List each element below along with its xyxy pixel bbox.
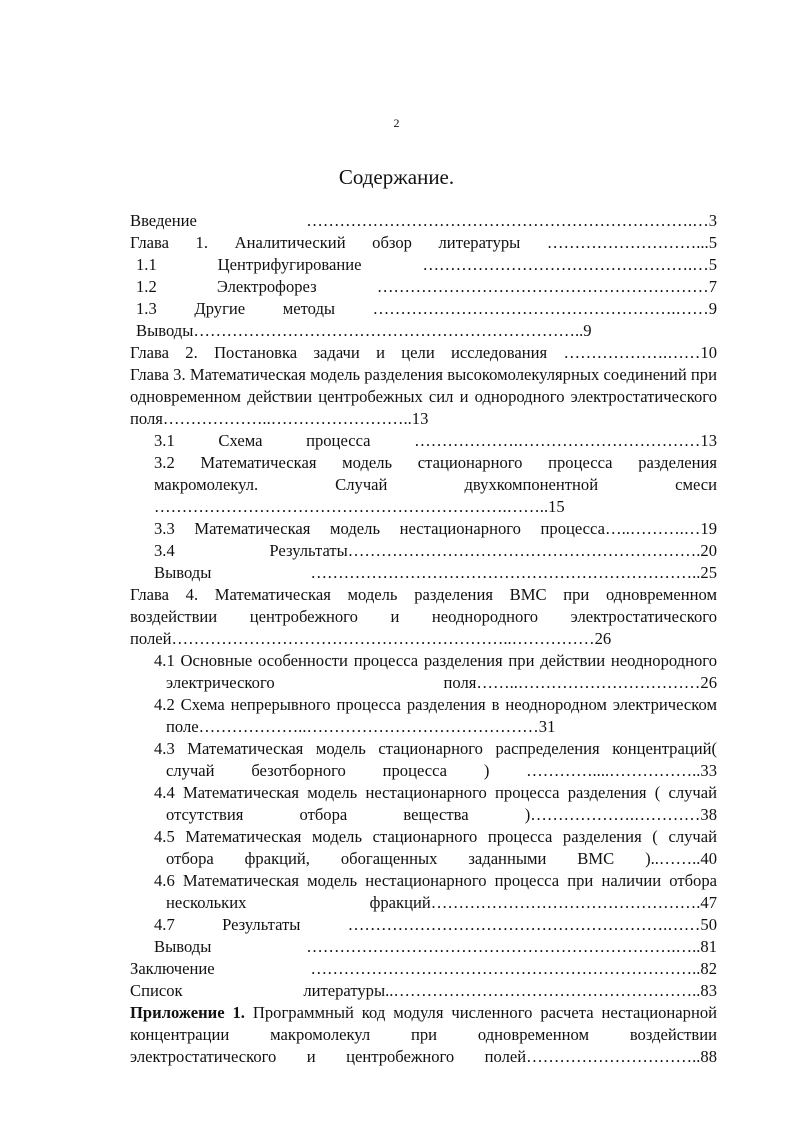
toc-entry-chapter-3-conclusions: Выводы ……………………………………………………………..25 bbox=[154, 563, 717, 582]
toc-entry-chapter-1-conclusions: Выводы……………………………………………………………..9 bbox=[136, 321, 592, 340]
toc-entry-chapter-3: Глава 3. Математическая модель разделения высокомолекулярных соединений при одновременном действии центробежных сил и однородного электростатического поля………………..……………………..13 bbox=[130, 365, 717, 428]
toc-entry-introduction: Введение …………………………………………………………….…3 bbox=[130, 211, 717, 230]
toc-entry-4-6: 4.6 Математическая модель нестационарного процесса при наличии отбора нескольких фракций………………………………………….47 bbox=[154, 871, 717, 912]
toc-entry-4-2: 4.2 Схема непрерывного процесса разделения в неоднородном электрическом поле………………..……………………………………31 bbox=[154, 695, 717, 736]
appendix-text: Программный код модуля численного расчета нестационарной концентрации макромолекул при одновременном воздействии электростатического и центробежного полей…………………………..88 bbox=[130, 1003, 717, 1066]
toc-entry-appendix-1 bbox=[130, 1002, 717, 1068]
toc-entry-3-4: 3.4 Результаты……………………………………………………….20 bbox=[154, 541, 717, 560]
toc-entry-3-3: 3.3 Математическая модель нестационарного процесса…..……….…19 bbox=[154, 519, 717, 538]
toc-entry-4-5: 4.5 Математическая модель стационарного процесса разделения ( случай отбора фракций, обогащенных заданными ВМС )..……..40 bbox=[154, 827, 717, 868]
toc-entry-3-1: 3.1 Схема процесса ……………….……………………………13 bbox=[154, 431, 717, 450]
toc-entry-3-2: 3.2 Математическая модель стационарного процесса разделения макромолекул. Случай двухкомпонентной смеси ……………………………………………………….……..15 bbox=[154, 453, 717, 516]
toc-entry-4-3: 4.3 Математическая модель стационарного распределения концентраций( случай безотборного процесса ) …………....……………..33 bbox=[154, 739, 717, 780]
toc-entry-references: Список литературы..………………………………………………..83 bbox=[130, 981, 717, 1000]
page-title: Содержание. bbox=[338, 165, 455, 189]
toc-entry-4-1: 4.1 Основные особенности процесса разделения при действии неоднородного электрического поля……..……………………………26 bbox=[154, 651, 717, 692]
page-number: 2 bbox=[393, 116, 400, 130]
toc-entry-1-3: 1.3 Другие методы ……………………………………………….……9 bbox=[136, 299, 717, 318]
toc-entry-conclusion: Заключение ……………………………………………………………..82 bbox=[130, 959, 717, 978]
toc-entry-4-7: 4.7 Результаты ………………………………………………….……50 bbox=[154, 915, 717, 934]
toc-entry-chapter-4: Глава 4. Математическая модель разделения ВМС при одновременном воздействии центробежного и неоднородного электростатического полей……………………………………………………..……………26 bbox=[130, 585, 717, 648]
table-of-contents bbox=[130, 210, 717, 1068]
toc-entry-4-4: 4.4 Математическая модель нестационарного процесса разделения ( случай отсутствия отбора вещества )……………….…………38 bbox=[154, 783, 717, 824]
toc-entry-chapter-4-conclusions: Выводы ………………………………………………………….…..81 bbox=[154, 937, 717, 956]
toc-entry-chapter-1: Глава 1. Аналитический обзор литературы ………………………...5 bbox=[130, 233, 717, 252]
toc-entry-chapter-2: Глава 2. Постановка задачи и цели исследования ……………….……10 bbox=[130, 343, 717, 362]
appendix-label: Приложение 1. bbox=[130, 1003, 245, 1022]
toc-entry-1-1: 1.1 Центрифугирование ………………………………………….…5 bbox=[136, 255, 717, 274]
toc-entry-1-2: 1.2 Электрофорез ……………………………………………………7 bbox=[136, 277, 717, 296]
